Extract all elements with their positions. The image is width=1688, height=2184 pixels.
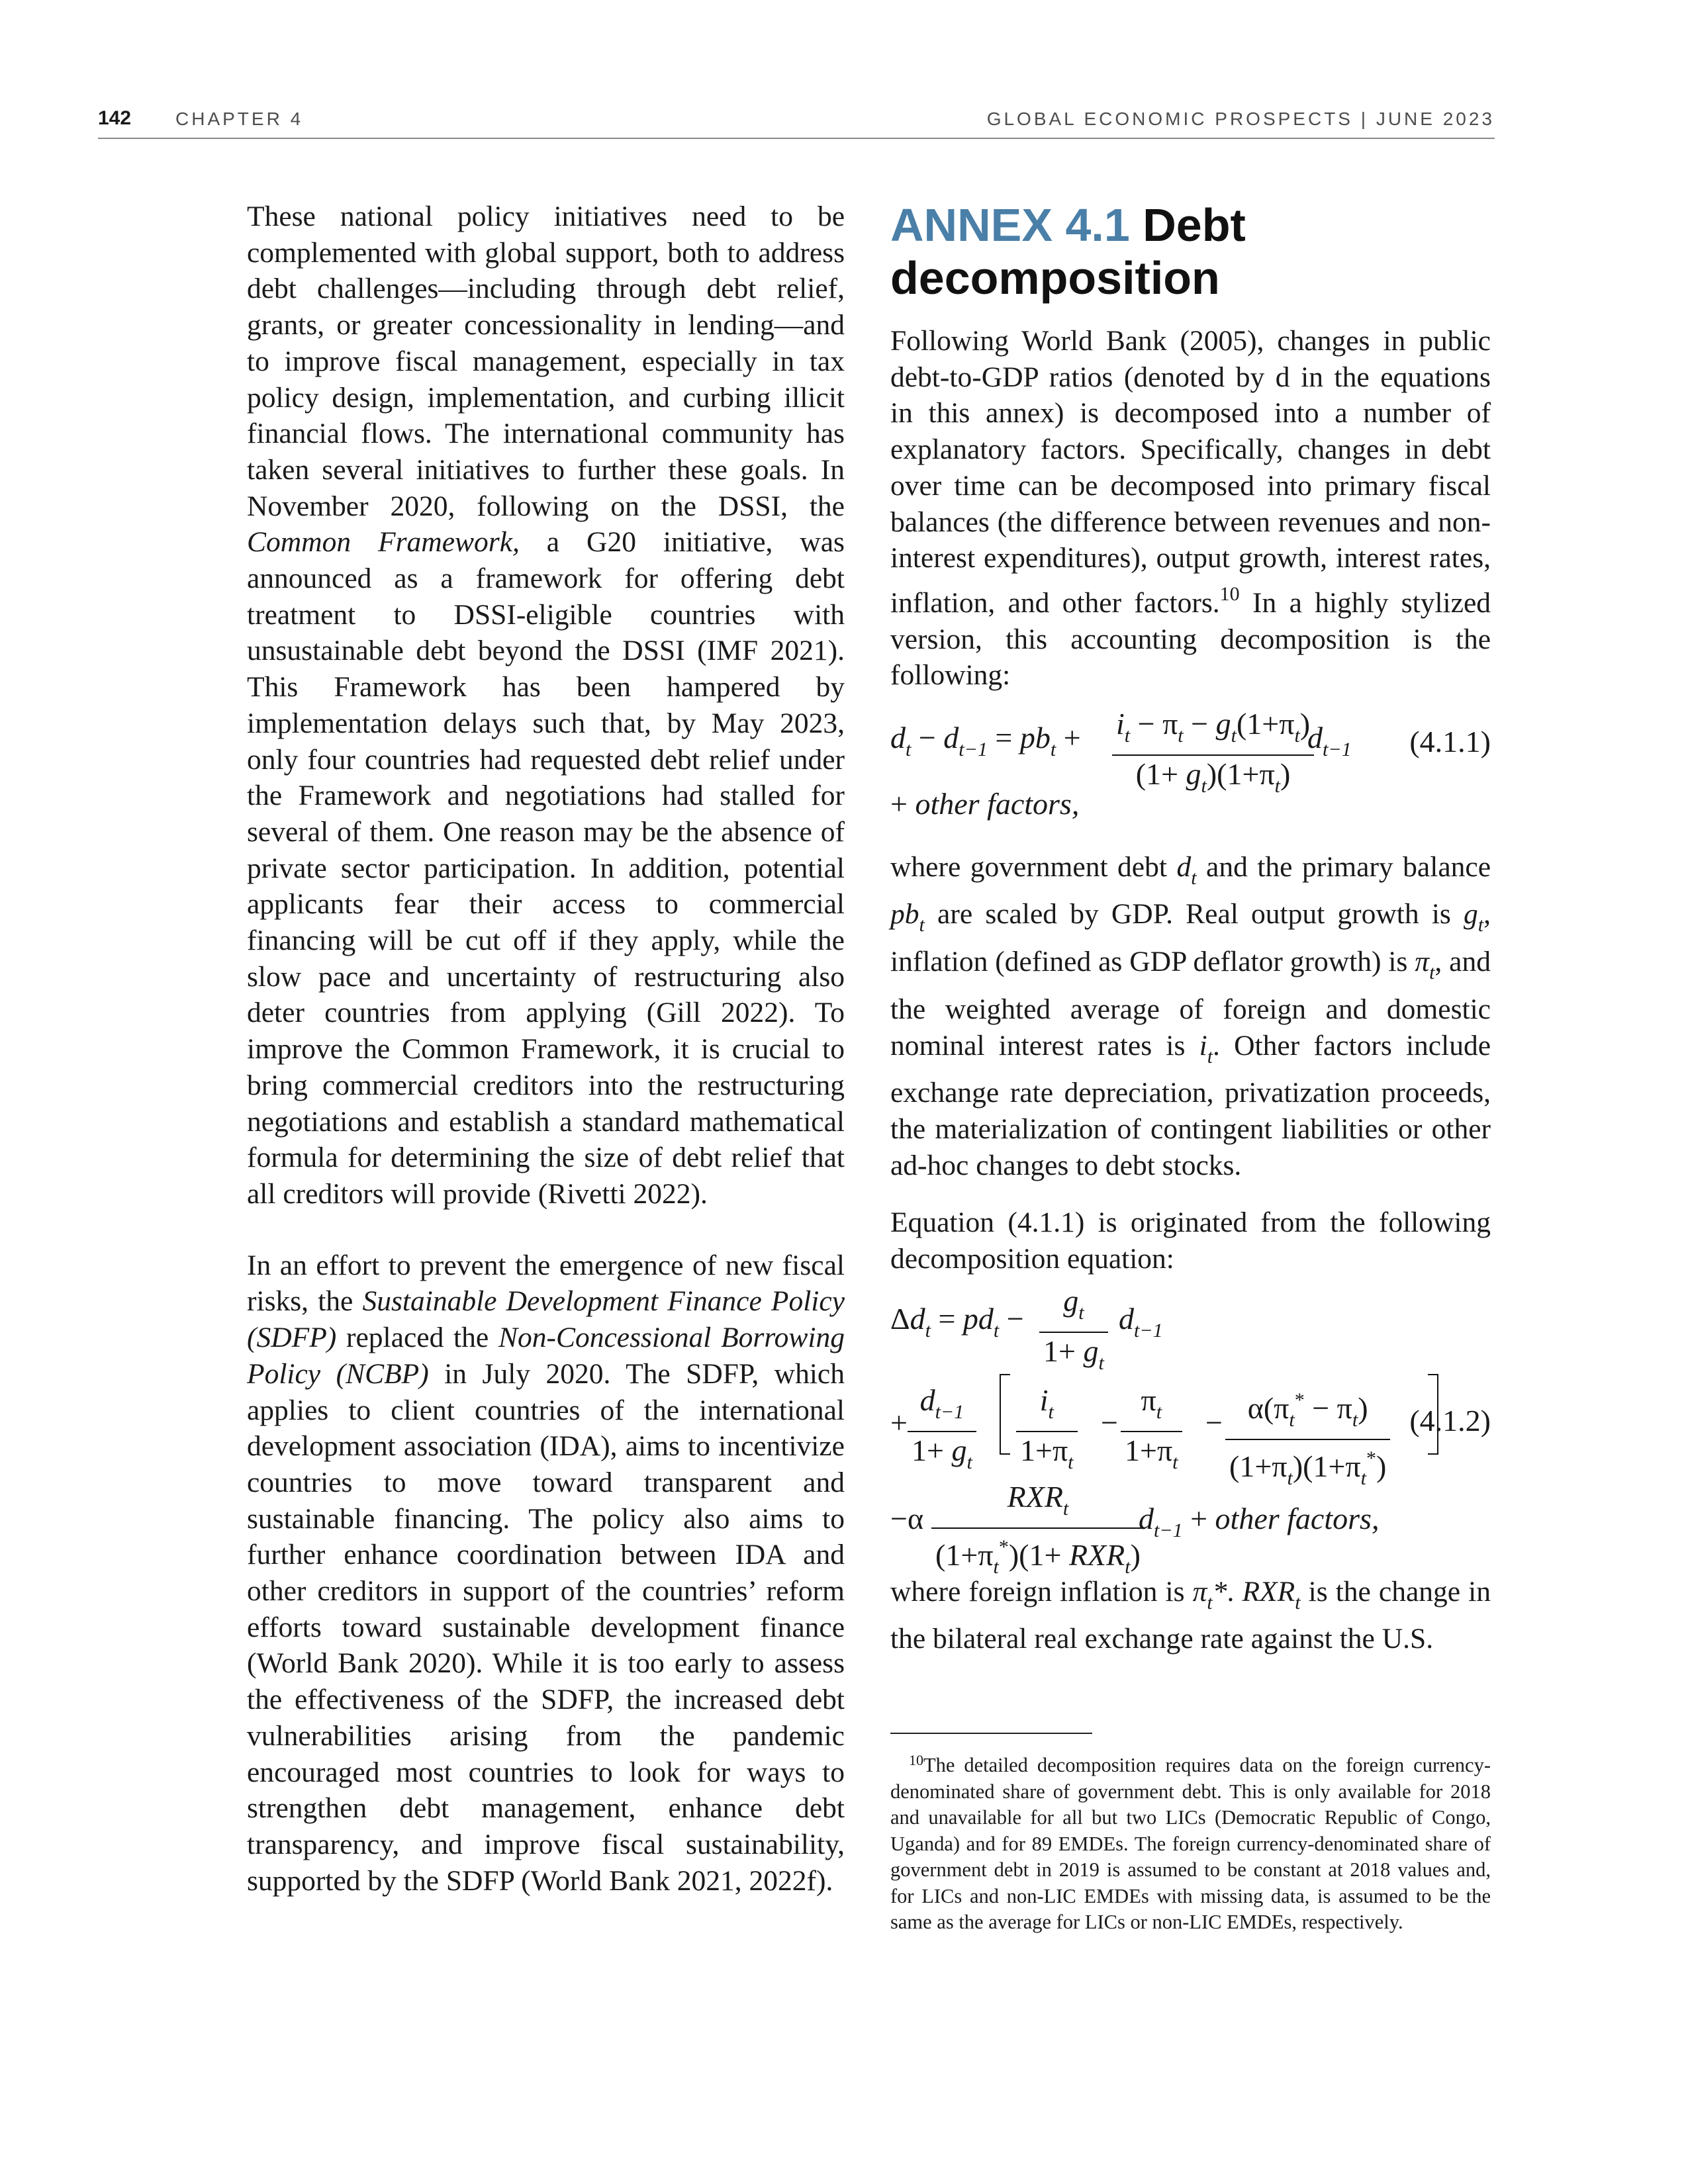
text-run: where government debt — [890, 850, 1177, 883]
paragraph-variable-definitions: where government debt $d_t$ and the primary balance $pb_t$ are scaled by GDP. Real output growth is $g_t$, inflation (defined as GDP deflator growth) is $\pi_t$, and the weighted average of foreign and domestic nominal interest rates is $i_t$. Other factors include exchange rate depreciation, privatization proceeds, the materialization of contingent liabilities or other ad-hoc changes to debt stocks. — [890, 850, 1491, 1181]
text-run: and the primary balance — [1196, 850, 1491, 883]
text-run: Following World Bank (2005), changes in public debt-to-GDP ratios (denoted by d in the equations in this annex) is decomposed into a number of explanatory factors. Specifically, changes in debt over time can be decomposed into primary fiscal balances (the difference between revenues and non-interest expenditures), output growth, interest rates, inflation, and other factors. — [890, 325, 1491, 619]
running-title: GLOBAL ECONOMIC PROSPECTS | JUNE 2023 — [986, 109, 1495, 129]
equation-number: (4.1.1) — [1409, 725, 1491, 759]
paragraph-global-support — [247, 199, 845, 1212]
page-header — [0, 99, 1688, 139]
text-run: , and the weighted average of foreign and domestic nominal interest rates is — [890, 946, 1491, 1062]
page-number: 142 — [98, 107, 132, 129]
chapter-label: CHAPTER 4 — [175, 109, 304, 129]
right-column — [890, 199, 1491, 1657]
text-run: is the change in the bilateral real exchange rate against the U.S. — [890, 1575, 1491, 1655]
annex-label: ANNEX 4.1 — [890, 199, 1130, 251]
paragraph-sdfp — [247, 1248, 845, 1899]
footnote-10 — [890, 1747, 1491, 1936]
paragraph-equation-origin: Equation (4.1.1) is originated from the following decomposition equation: — [890, 1206, 1491, 1275]
footnote-text: The detailed decomposition requires data on the foreign currency-denominated share of government debt. This is only available for 2018 and unavailable for all but two LICs (Democratic Republic of Congo, Uganda) and for 89 EMDEs. The foreign currency-denominated share of government debt in 2019 is assumed to be constant at 2018 values and, for LICs and non-LIC EMDEs with missing data, is assumed to be the same as the average for LICs or non-LIC EMDEs, respectively. — [890, 1754, 1491, 1933]
equation-4-1-1: $d_t - d_{t-1} = pb_t$ + $\frac{i_t - \pi_t - g_t(1+\pi_t)}{(1+ g_t)(1+\pi_t)}$ $d_{t-1}$ (4.1.1) — [890, 707, 1491, 797]
footnote-reference: 10 — [1219, 582, 1240, 605]
common-framework-italic: Common Framework, — [247, 526, 520, 559]
other-factors-term: other factors — [915, 787, 1072, 821]
text-run: are scaled by GDP. Real output growth is — [924, 898, 1464, 931]
text-run: These national policy initiatives need to be complemented with global support, both to address debt challenges—including through debt relief, grants, or greater concessionality in lending—and to improve fiscal management, especially in tax policy design, implementation, and curbing illicit financial flows. The international community has taken several initiatives to further these goals. In November 2020, following on the DSSI, the — [247, 201, 845, 522]
annex-heading — [890, 199, 1491, 304]
equation-4-1-1-continued: + other factors, — [890, 787, 1080, 821]
paragraph-decomposition-intro — [890, 323, 1491, 694]
text-run: In a highly stylized version, this accounting decomposition is the following: — [890, 586, 1491, 692]
ncbp-italic: Non-Concessional Borrowing Policy (NCBP) — [247, 1322, 845, 1390]
footnote-mark: 10 — [909, 1752, 923, 1768]
text-run: in July 2020. The SDFP, which applies to client countries of the international development association (IDA), aims to incentivize countries to move toward transparent and sustainable financing. The policy also aims to further enhance coordination between IDA and other creditors in support of the countries’ reform efforts toward sustainable development finance (World Bank 2020). While it is too early to assess the effectiveness of the SDFP, the increased debt vulnerabilities arising from the pandemic encouraged most countries to look for ways to strengthen debt management, enhance debt transparency, and improve fiscal sustainability, supported by the SDFP (World Bank 2021, 2022f). — [247, 1357, 845, 1897]
equation-number: (4.1.2) — [1409, 1403, 1491, 1437]
text-run: replaced the — [336, 1322, 498, 1354]
other-factors-term: other factors — [1215, 1501, 1372, 1535]
text-run: . — [1227, 1575, 1243, 1608]
left-column — [247, 199, 845, 1899]
text-run: where foreign inflation is — [890, 1575, 1193, 1608]
text-run: In an effort to prevent the emergence of new fiscal risks, the — [247, 1249, 845, 1318]
footnote-rule — [890, 1733, 1092, 1734]
annex-title: Debt decomposition — [890, 199, 1246, 304]
equation-4-1-2: $\Delta d_t = pd_t$ − $\frac{g_t}{1+ g_t}$ $d_{t-1}$ + $\frac{d_{t-1}}{1+ g_t}$ $\frac{i_t}{1+\pi_t}$ − $\frac{\pi_t}{1+\pi_t}$ − $\frac{\alpha(\pi_t^* - \pi_t)}{(1+\pi_t)(1+\pi_t^*)}$ (4.1.2) −α $RXR_t$ $(1+\pi_t^*)(1+ RXR_t)$ $d_{t-1}$ + other factors, — [890, 1283, 1491, 1578]
header-rule — [98, 138, 1495, 139]
text-run: . Other factors include exchange rate depreciation, privatization proceeds, the materialization of contingent liabilities or other ad-hoc changes to debt stocks. — [890, 1029, 1491, 1181]
text-run: , inflation (defined as GDP deflator growth) is — [890, 898, 1491, 978]
paragraph-foreign-inflation: where foreign inflation is $\pi_t*$. $RXR_t$ is the change in the bilateral real exchange rate against the U.S. — [890, 1575, 1491, 1655]
text-run: a G20 initiative, was announced as a framework for offering debt treatment to DSSI-eligible countries with unsustainable debt beyond the DSSI (IMF 2021). This Framework has been hampered by implementation delays such that, by May 2023, only four countries had requested debt relief under the Framework and negotiations had stalled for several of them. One reason may be the absence of private sector participation. In addition, potential applicants fear their access to commercial financing will be cut off if they apply, while the slow pace and uncertainty of restructuring also deter countries from applying (Gill 2022). To improve the Common Framework, it is crucial to bring commercial creditors into the restructuring negotiations and establish a standard mathematical formula for determining the size of debt relief that all creditors will provide (Rivetti 2022). — [247, 526, 845, 1210]
sdfp-italic: Sustainable Development Finance Policy (SDFP) — [247, 1285, 845, 1354]
